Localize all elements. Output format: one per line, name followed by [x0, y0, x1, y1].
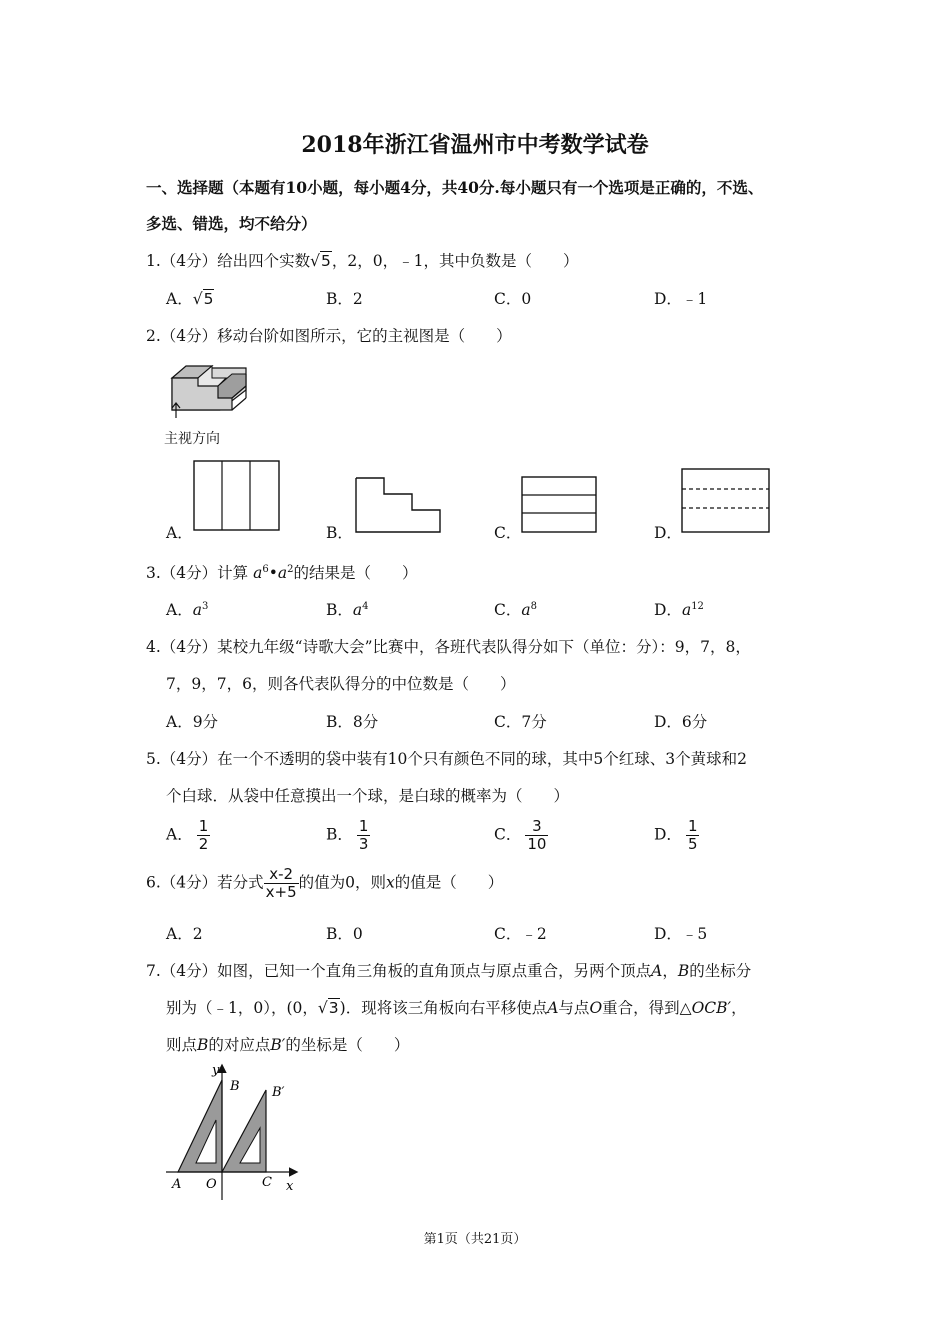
q1-option-d[interactable]: D．﹣1: [654, 290, 708, 308]
page-title: 2018年浙江省温州市中考数学试卷: [301, 132, 649, 158]
q4-option-a[interactable]: A．9分: [166, 713, 219, 731]
q1-option-c[interactable]: C．0: [494, 290, 532, 308]
q3-option-d[interactable]: D．$a^{12}$: [654, 600, 704, 619]
q5-option-c[interactable]: C． $\frac{3}{10}$: [494, 817, 547, 853]
point-b-prime-label: B′: [272, 1085, 285, 1100]
sqrt-expression: √5: [192, 290, 214, 308]
triangle-translation-figure: [160, 1060, 310, 1208]
question-1-suffix: ，2，0，﹣1，其中负数是（ ）: [331, 252, 579, 270]
q6-option-b[interactable]: B．0: [326, 925, 363, 943]
q3-option-c[interactable]: C．$a^8$: [494, 600, 537, 619]
q4-option-b[interactable]: B．8分: [326, 713, 379, 731]
y-axis-label: y: [212, 1063, 220, 1078]
fraction: $\frac{1}{3}$: [358, 817, 369, 853]
sqrt-expression: √3: [317, 999, 339, 1017]
section-heading-line1: 一、选择题（本题有10小题，每小题4分，共40分.每小题只有一个选项是正确的，不选、: [146, 178, 764, 197]
question-7-line2: 别为（﹣1，0），(0，√3)．现将该三角板向右平移使点A与点O重合，得到△OCB′，: [166, 999, 747, 1017]
q2-option-c[interactable]: C．: [494, 524, 522, 542]
question-2: 2.（4分）移动台阶如图所示，它的主视图是（ ）: [146, 327, 512, 345]
question-4-line1: 4.（4分）某校九年级“诗歌大会”比赛中，各班代表队得分如下（单位：分）：9，7，8，: [146, 638, 751, 656]
point-a-label: A: [172, 1177, 182, 1192]
q4-option-d[interactable]: D．6分: [654, 713, 708, 731]
q3-option-b[interactable]: B．$a^4$: [326, 600, 369, 619]
option-d-figure: [681, 468, 771, 534]
q2-option-b[interactable]: B．: [326, 524, 353, 542]
q6-option-a[interactable]: A．2: [166, 925, 203, 943]
q5-option-a[interactable]: A． $\frac{1}{2}$: [166, 817, 209, 853]
question-1-prefix: 1.（4分）给出四个实数: [146, 252, 311, 270]
point-b-label: B: [230, 1079, 240, 1094]
question-4-line2: 7，9，7，6，则各代表队得分的中位数是（ ）: [166, 675, 516, 693]
option-c-figure: [521, 476, 598, 534]
q1-option-b[interactable]: B．2: [326, 290, 363, 308]
q5-option-b[interactable]: B． $\frac{1}{3}$: [326, 817, 369, 853]
fraction: $\frac{1}{5}$: [687, 817, 698, 853]
fraction: $\frac{3}{10}$: [527, 817, 547, 853]
question-7-line1: 7.（4分）如图，已知一个直角三角板的直角顶点与原点重合，另两个顶点A，B的坐标分: [146, 962, 752, 980]
q4-option-c[interactable]: C．7分: [494, 713, 547, 731]
staircase-figure: [164, 360, 254, 420]
question-3: 3.（4分）计算 $a^6•a^2$的结果是（ ）: [146, 563, 418, 582]
q1-option-a[interactable]: A．√5: [166, 290, 214, 308]
question-5-line1: 5.（4分）在一个不透明的袋中装有10个只有颜色不同的球，其中5个红球、3个黄球和2: [146, 750, 747, 768]
option-a-figure: [193, 460, 281, 532]
x-axis-label: x: [286, 1179, 294, 1194]
q3-option-a[interactable]: A．$a^3$: [166, 600, 209, 619]
fraction: $\frac{x-2}{x+5}$: [265, 865, 297, 901]
option-b-figure: [354, 476, 442, 534]
section-heading-line2: 多选、错选，均不给分）: [146, 214, 317, 233]
q2-option-a[interactable]: A．: [166, 524, 193, 542]
question-6: 6.（4分）若分式 $\frac{x-2}{x+5}$ 的值为0，则x的值是（ ）: [146, 865, 504, 901]
sqrt-expression: √5: [310, 252, 331, 270]
q5-option-d[interactable]: D． $\frac{1}{5}$: [654, 817, 698, 853]
q6-option-c[interactable]: C．﹣2: [494, 925, 547, 943]
q2-option-d[interactable]: D．: [654, 524, 682, 542]
view-direction-label: 主视方向: [164, 431, 220, 447]
question-5-line2: 个白球．从袋中任意摸出一个球，是白球的概率为（ ）: [166, 787, 570, 805]
q6-option-d[interactable]: D．﹣5: [654, 925, 708, 943]
fraction: $\frac{1}{2}$: [198, 817, 209, 853]
question-1: [146, 249, 579, 271]
page-footer: 第1页（共21页）: [423, 1232, 527, 1247]
point-c-label: C: [262, 1175, 272, 1190]
question-7-line3: 则点B的对应点B′的坐标是（ ）: [166, 1036, 410, 1054]
point-o-label: O: [206, 1177, 217, 1192]
